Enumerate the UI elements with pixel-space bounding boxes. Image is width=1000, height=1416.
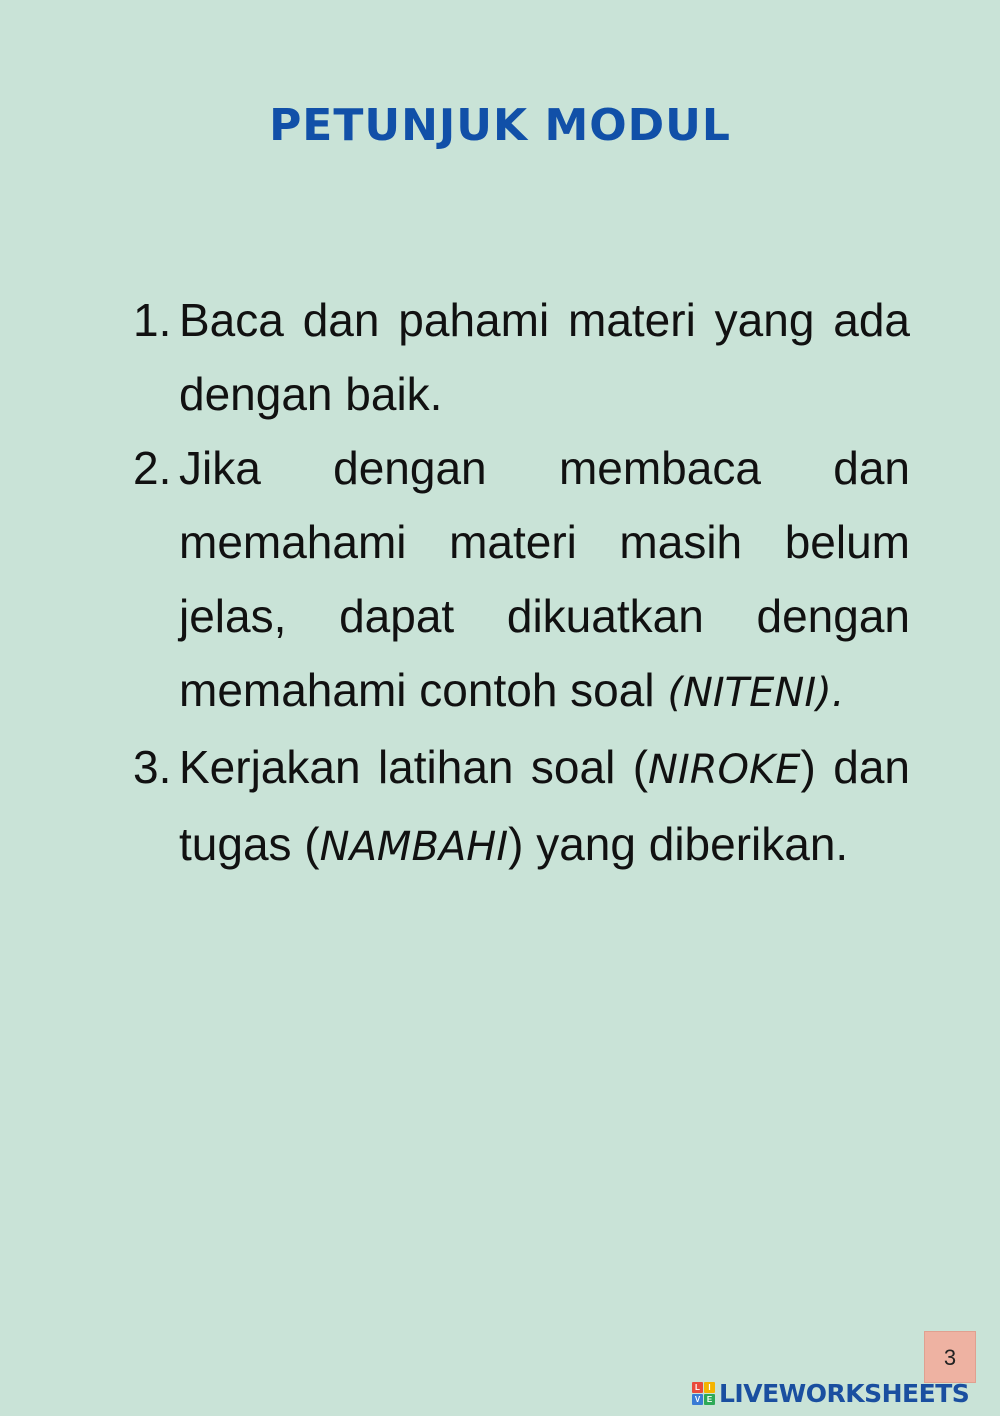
instruction-item: [133, 730, 910, 884]
logo-letter: E: [704, 1394, 715, 1405]
instruction-item: [133, 431, 910, 730]
item-text: Jika dengan membaca dan memahami materi masih belum jelas, dapat dikuatkan dengan memahami contoh soal: [179, 442, 910, 716]
instruction-list: [133, 283, 910, 884]
page-number: 3: [924, 1331, 976, 1383]
item-text: Baca dan pahami materi yang ada dengan baik.: [179, 294, 910, 420]
item-text: ) dan tugas (: [179, 741, 910, 870]
item-emphasis: (NITENI).: [667, 670, 845, 716]
item-emphasis: NAMBAHI: [319, 824, 509, 870]
brand-watermark[interactable]: [692, 1378, 969, 1408]
page-title: PETUNJUK MODUL: [269, 100, 731, 151]
item-text: Kerjakan latihan soal (: [179, 741, 649, 793]
logo-letter: V: [692, 1394, 703, 1405]
item-number: 2.: [133, 442, 172, 494]
item-emphasis: NIROKE: [648, 747, 801, 793]
brand-text: LIVEWORKSHEETS: [719, 1378, 970, 1408]
item-text: ) yang diberikan.: [508, 818, 849, 870]
liveworksheets-logo-icon: [692, 1382, 715, 1405]
item-number: 1.: [133, 294, 172, 346]
logo-letter: L: [692, 1382, 703, 1393]
logo-letter: I: [704, 1382, 715, 1393]
instruction-item: [133, 283, 910, 431]
item-number: 3.: [133, 741, 172, 793]
